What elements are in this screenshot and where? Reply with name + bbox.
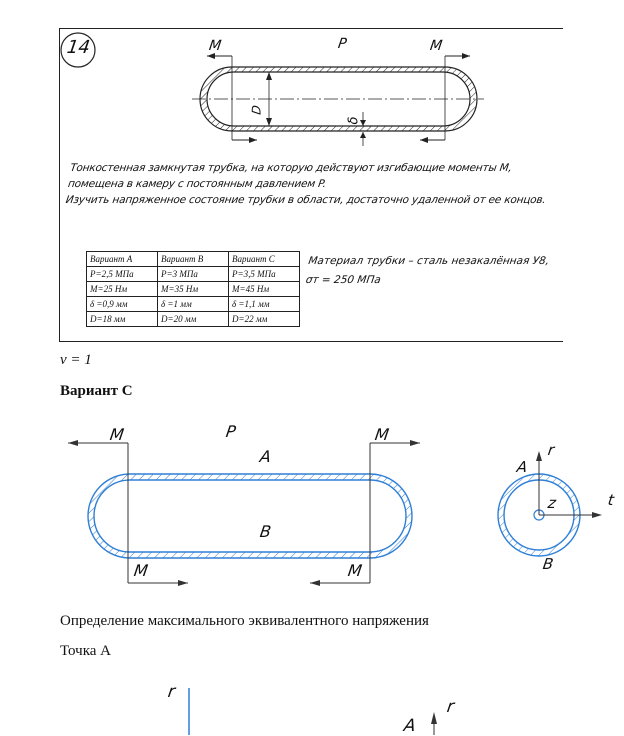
task-number: 14	[65, 37, 92, 58]
diagram-m-left-bottom: M	[132, 561, 150, 580]
task-label-d: D	[249, 104, 264, 116]
table-row	[87, 312, 300, 327]
table-row	[87, 267, 300, 282]
table-cell: Вариант B	[158, 252, 229, 267]
variant-heading: Вариант С	[60, 383, 133, 399]
t-axis-arrow	[592, 512, 602, 518]
task-description	[65, 160, 562, 208]
diagram-m-right-bottom: M	[346, 561, 364, 580]
poisson-formula: ν = 1	[60, 352, 92, 368]
task-description-line-1: Тонкостенная замкнутая трубка, на которую действуют изгибающие моменты M,	[69, 162, 513, 174]
bottom-label-r1: r	[166, 682, 177, 702]
bottom-label-a: A	[402, 716, 418, 736]
cross-section-r: r	[546, 441, 556, 459]
task-description-line-2: помещена в камеру с постоянным давлением P.	[67, 178, 327, 190]
variants-table	[86, 251, 300, 327]
table-cell: P=3 МПа	[158, 267, 229, 282]
r-axis-arrow-small	[431, 712, 437, 724]
diagram-m-left-top: M	[108, 425, 126, 444]
task-label-m-right: M	[428, 38, 444, 54]
yield-strength-line: σт = 250 МПа	[304, 274, 382, 286]
table-cell: M=45 Нм	[229, 282, 300, 297]
diagram-p: P	[224, 422, 237, 441]
variant-c-diagram	[0, 415, 624, 600]
table-cell: δ =1 мм	[158, 297, 229, 312]
point-heading: Точка А	[60, 643, 111, 659]
table-cell: Вариант C	[229, 252, 300, 267]
table-cell: D=18 мм	[87, 312, 158, 327]
r-axis-arrow	[536, 451, 542, 461]
material-info	[304, 252, 550, 290]
diagram-point-b: B	[258, 522, 273, 541]
task-description-line-3: Изучить напряженное состояние трубки в области, достаточно удаленной от ее концов.	[64, 194, 547, 206]
table-cell: M=25 Нм	[87, 282, 158, 297]
table-cell: P=3,5 МПа	[229, 267, 300, 282]
diagram-point-a: A	[258, 447, 273, 466]
cross-section-b: B	[541, 555, 555, 573]
table-cell: δ =0,9 мм	[87, 297, 158, 312]
table-row	[87, 297, 300, 312]
task-label-delta: δ	[346, 116, 362, 125]
cross-section-a: A	[515, 458, 529, 476]
cross-section-z: z	[546, 494, 558, 512]
table-cell: P=2,5 МПа	[87, 267, 158, 282]
table-cell: Вариант A	[87, 252, 158, 267]
table-cell: D=22 мм	[229, 312, 300, 327]
task-label-m-left: M	[207, 38, 223, 54]
task-label-p: P	[336, 36, 348, 52]
table-cell: M=35 Нм	[158, 282, 229, 297]
bottom-label-r2: r	[445, 697, 456, 717]
table-cell: δ =1,1 мм	[229, 297, 300, 312]
cross-section-t: t	[606, 491, 616, 509]
table-cell: D=20 мм	[158, 312, 229, 327]
task-tube-drawing	[59, 28, 562, 160]
variant-tube-wall	[88, 474, 412, 558]
table-row	[87, 252, 300, 267]
point-a-diagram	[0, 680, 624, 735]
material-line: Материал трубки – сталь незакалённая У8,	[307, 255, 550, 267]
section-heading: Определение максимального эквивалентного напряжения	[60, 613, 429, 629]
diagram-m-right-top: M	[373, 425, 391, 444]
table-row	[87, 282, 300, 297]
